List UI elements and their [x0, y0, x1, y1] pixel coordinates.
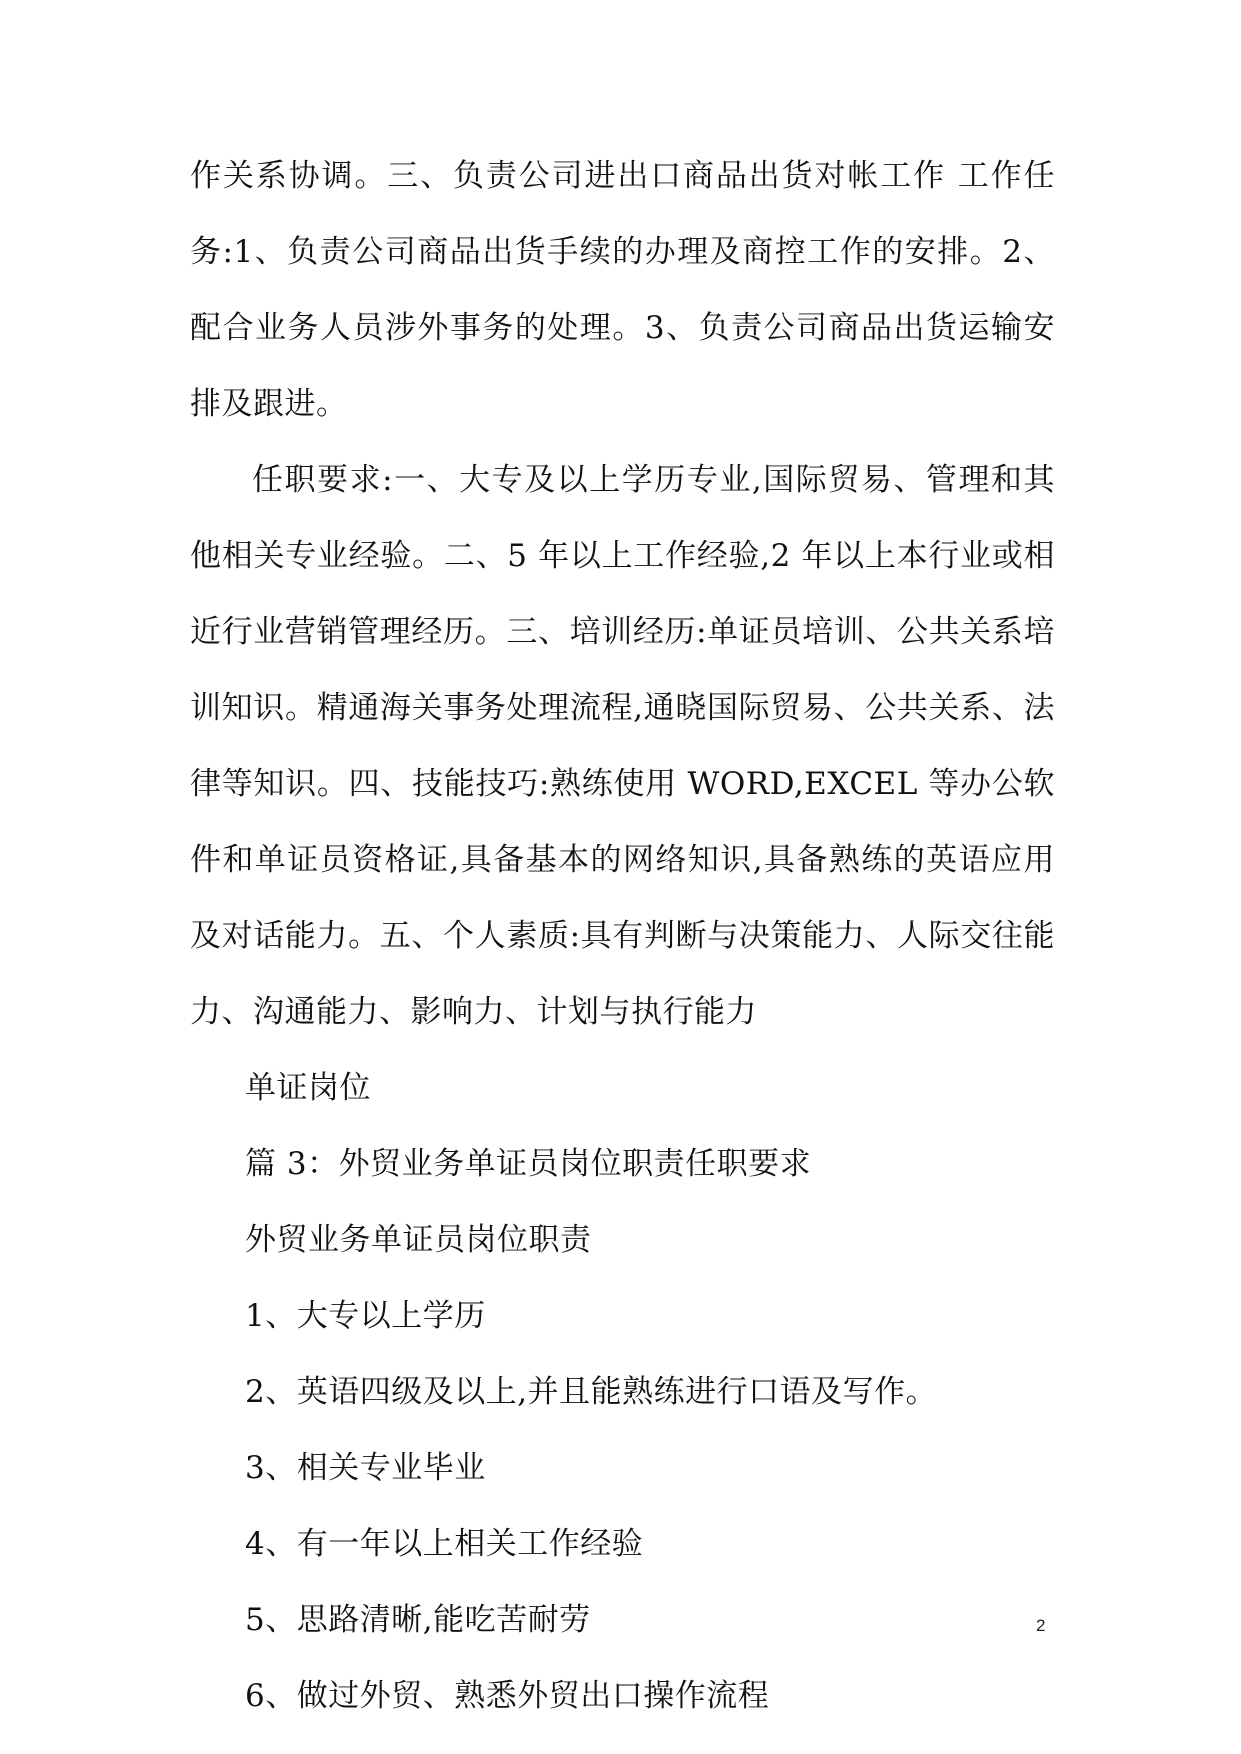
list-item: 1、大专以上学历	[245, 1298, 486, 1334]
list-item: 3、相关专业毕业	[245, 1450, 486, 1486]
document-body	[190, 138, 1055, 1734]
section-heading-duties: 外贸业务单证员岗位职责	[245, 1222, 592, 1258]
list-item: 2、英语四级及以上,并且能熟练进行口语及写作。	[245, 1374, 938, 1410]
list-item: 5、思路清晰,能吃苦耐劳	[245, 1602, 591, 1638]
paragraph-job-duties-continued: 作关系协调。三、负责公司进出口商品出货对帐工作 工作任务:1、负责公司商品出货手续的办理及商控工作的安排。2、配合业务人员涉外事务的处理。3、负责公司商品出货运输安排及跟进。	[190, 158, 1055, 422]
list-item: 6、做过外贸、熟悉外贸出口操作流程	[245, 1678, 770, 1714]
paragraph-job-requirements: 任职要求:一、大专及以上学历专业,国际贸易、管理和其他相关专业经验。二、5 年以上工作经验,2 年以上本行业或相近行业营销管理经历。三、培训经历:单证员培训、公共关系培训知识。精通海关事务处理流程,通晓国际贸易、公共关系、法律等知识。四、技能技巧:熟练使用 WORD,EXCEL 等办公软件和单证员资格证,具备基本的网络知识,具备熟练的英语应用及对话能力。五、个人素质:具有判断与决策能力、人际交往能力、沟通能力、影响力、计划与执行能力	[190, 462, 1055, 1030]
section-label-document-post: 单证岗位	[245, 1070, 371, 1106]
article-heading: 篇 3：外贸业务单证员岗位职责任职要求	[245, 1146, 812, 1182]
page-number: 2	[1036, 1616, 1046, 1635]
list-item: 4、有一年以上相关工作经验	[245, 1526, 644, 1562]
